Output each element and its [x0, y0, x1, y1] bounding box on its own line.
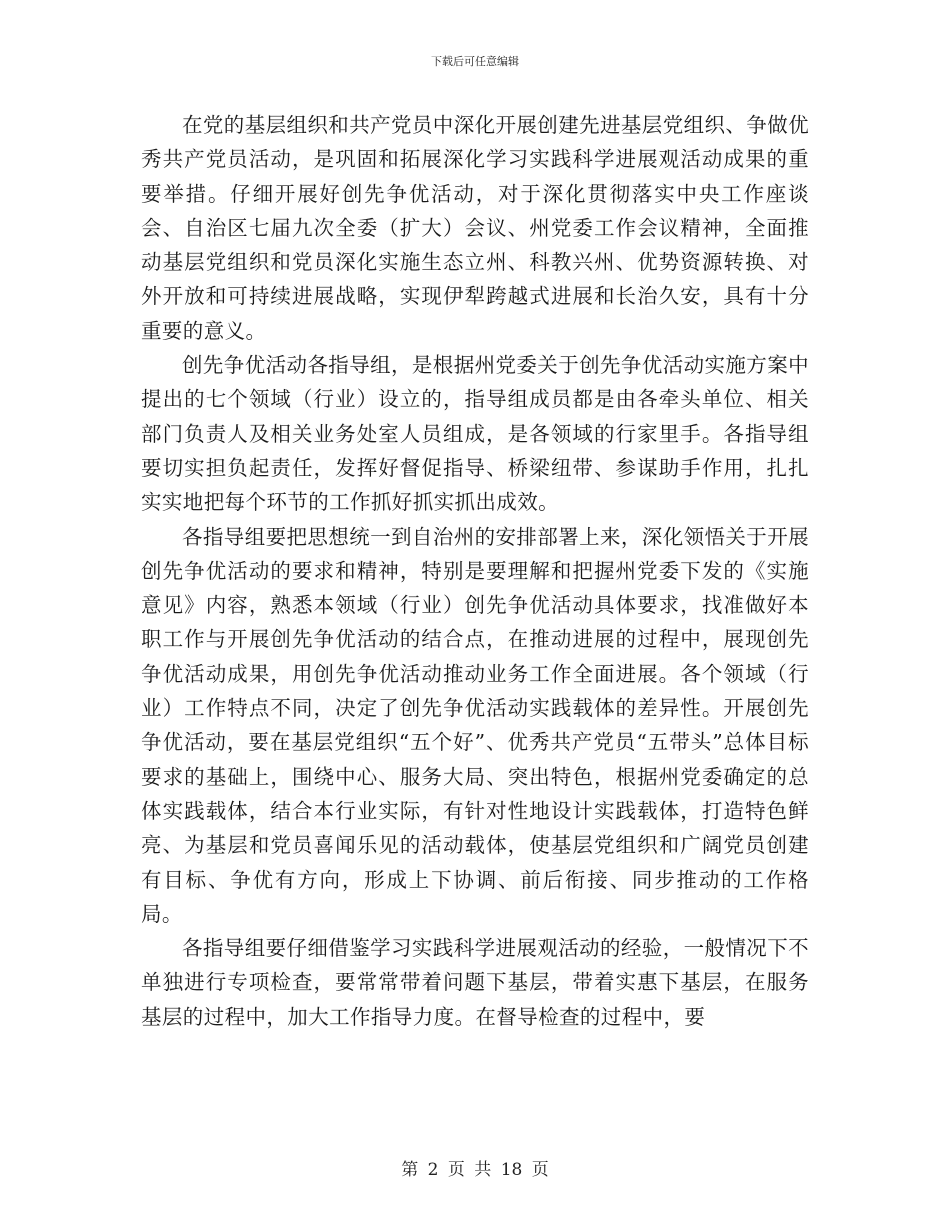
- paragraph-2: 创先争优活动各指导组，是根据州党委关于创先争优活动实施方案中提出的七个领域（行业）设立的，指导组成员都是由各牵头单位、相关部门负责人及相关业务处室人员组成，是各领域的行家里手。各指导组要切实担负起责任，发挥好督促指导、桥梁纽带、参谋助手作用，扎扎实实地把每个环节的工作抓好抓实抓出成效。: [141, 353, 809, 515]
- paragraph-1: 在党的基层组织和共产党员中深化开展创建先进基层党组织、争做优秀共产党员活动，是巩固和拓展深化学习实践科学进展观活动成果的重要举措。仔细开展好创先争优活动，对于深化贯彻落实中央工作座谈会、自治区七届九次全委（扩大）会议、州党委工作会议精神，全面推动基层党组织和党员深化实施生态立州、科教兴州、优势资源转换、对外开放和可持续进展战略，实现伊犁跨越式进展和长治久安，具有十分重要的意义。: [141, 113, 809, 343]
- page-header: 下载后可任意编辑: [431, 55, 519, 68]
- paragraph-4: 各指导组要仔细借鉴学习实践科学进展观活动的经验，一般情况下不单独进行专项检查，要常常带着问题下基层，带着实惠下基层，在服务基层的过程中，加大工作指导力度。在督导检查的过程中，要: [141, 936, 809, 1029]
- document-body: [141, 108, 809, 1034]
- page-footer: 第 2 页 共 18 页: [401, 1160, 549, 1180]
- paragraph-3: 各指导组要把思想统一到自治州的安排部署上来，深化领悟关于开展创先争优活动的要求和精神，特别是要理解和把握州党委下发的《实施意见》内容，熟悉本领域（行业）创先争优活动具体要求，找准做好本职工作与开展创先争优活动的结合点，在推动进展的过程中，展现创先争优活动成果，用创先争优活动推动业务工作全面进展。各个领域（行业）工作特点不同，决定了创先争优活动实践载体的差异性。开展创先争优活动，要在基层党组织“五个好”、优秀共产党员“五带头”总体目标要求的基础上，围绕中心、服务大局、突出特色，根据州党委确定的总体实践载体，结合本行业实际，有针对性地设计实践载体，打造特色鲜亮、为基层和党员喜闻乐见的活动载体，使基层党组织和广阔党员创建有目标、争优有方向，形成上下协调、前后衔接、同步推动的工作格局。: [141, 524, 809, 926]
